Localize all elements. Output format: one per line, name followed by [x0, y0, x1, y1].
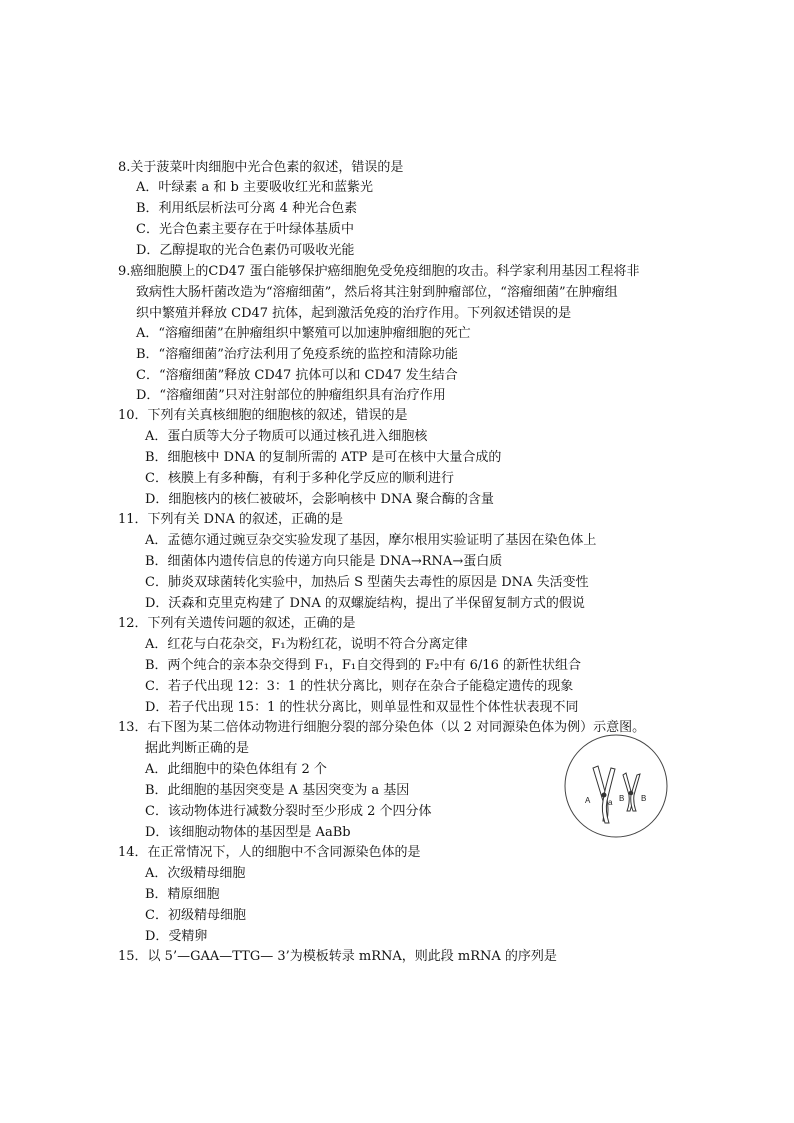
question-10-option-d: D．细胞核内的核仁被破坏，会影响核中 DNA 聚合酶的含量 — [145, 492, 494, 507]
question-13-stem-line2: 据此判断正确的是 — [145, 741, 250, 756]
question-9-stem-line3: 织中繁殖并释放 CD47 抗体，起到激活免疫的治疗作用。下列叙述错误的是 — [136, 306, 572, 321]
question-14-option-b: B．精原细胞 — [145, 887, 220, 902]
question-13-option-b: B．此细胞的基因突变是 A 基因突变为 a 基因 — [145, 783, 410, 798]
gene-label-a: a — [608, 798, 613, 807]
question-number: 11． — [118, 512, 148, 527]
question-8-option-c: C．光合色素主要存在于叶绿体基质中 — [136, 222, 354, 237]
question-12-option-c: C．若子代出现 12：3：1 的性状分离比，则存在杂合子能稳定遗传的现象 — [145, 679, 574, 694]
question-13-option-d: D．该细胞动物体的基因型是 AaBb — [145, 825, 351, 840]
question-9-option-b: B．“溶瘤细菌”治疗法利用了免疫系统的监控和清除功能 — [136, 347, 458, 362]
question-9-option-d: D．“溶瘤细菌”只对注射部位的肿瘤组织具有治疗作用 — [136, 388, 446, 403]
question-9-option-a: A．“溶瘤细菌”在肿瘤组织中繁殖可以加速肿瘤细胞的死亡 — [136, 326, 471, 341]
question-number: 15． — [118, 949, 148, 964]
question-13-option-a: A．此细胞中的染色体组有 2 个 — [145, 762, 327, 777]
gene-label-B-left: B — [619, 794, 625, 803]
question-14-option-d: D．受精卵 — [145, 929, 208, 944]
question-11-option-a: A．孟德尔通过豌豆杂交实验发现了基因，摩尔根用实验证明了基因在染色体上 — [145, 533, 597, 548]
chromosome-diagram — [563, 733, 669, 839]
question-13-option-c: C．该动物体进行减数分裂时至少形成 2 个四分体 — [145, 804, 432, 819]
gene-label-A: A — [585, 796, 591, 805]
chromosome-pair-small — [623, 773, 640, 811]
question-10-stem: 10．下列有关真核细胞的细胞核的叙述，错误的是 — [118, 408, 408, 423]
question-number: 8. — [118, 160, 131, 175]
question-11-option-b: B．细菌体内遗传信息的传递方向只能是 DNA→RNA→蛋白质 — [145, 554, 503, 569]
question-9-stem-line2: 致病性大肠杆菌改造为“溶瘤细菌”，然后将其注射到肿瘤部位，“溶瘤细菌”在肿瘤组 — [136, 285, 618, 300]
question-9-stem-line1: 9.癌细胞膜上的CD47 蛋白能够保护癌细胞免受免疫细胞的攻击。科学家利用基因工程将非 — [118, 264, 640, 279]
question-11-option-c: C．肺炎双球菌转化实验中，加热后 S 型菌失去毒性的原因是 DNA 失活变性 — [145, 575, 589, 590]
question-12-stem: 12．下列有关遗传问题的叙述，正确的是 — [118, 616, 356, 631]
question-9-option-c: C．“溶瘤细菌”释放 CD47 抗体可以和 CD47 发生结合 — [136, 368, 458, 383]
question-8-stem: 8.关于菠菜叶肉细胞中光合色素的叙述，错误的是 — [118, 160, 404, 175]
cell-outline — [565, 735, 667, 837]
question-11-stem: 11．下列有关 DNA 的叙述，正确的是 — [118, 512, 343, 527]
question-number: 9. — [118, 264, 131, 279]
question-8-option-b: B．利用纸层析法可分离 4 种光合色素 — [136, 201, 358, 216]
question-10-option-b: B．细胞核中 DNA 的复制所需的 ATP 是可在核中大量合成的 — [145, 450, 502, 465]
question-14-stem: 14．在正常情况下，人的细胞中不含同源染色体的是 — [118, 845, 421, 860]
question-11-option-d: D．沃森和克里克构建了 DNA 的双螺旋结构，提出了半保留复制方式的假说 — [145, 596, 585, 611]
gene-label-B-right: B — [641, 794, 647, 803]
question-12-option-d: D．若子代出现 15：1 的性状分离比，则单显性和双显性个体性状表现不同 — [145, 700, 579, 715]
chromosome-pair-large — [593, 766, 615, 823]
question-number: 13． — [118, 720, 148, 735]
question-15-stem: 15．以 5’—GAA—TTG— 3’为模板转录 mRNA，则此段 mRNA 的序列是 — [118, 949, 557, 964]
question-8-option-d: D．乙醇提取的光合色素仍可吸收光能 — [136, 243, 355, 258]
question-10-option-a: A．蛋白质等大分子物质可以通过核孔进入细胞核 — [145, 429, 428, 444]
question-13-stem-line1: 13．右下图为某二倍体动物进行细胞分裂的部分染色体（以 2 对同源染色体为例）示意图。 — [118, 720, 646, 735]
question-number: 10． — [118, 408, 148, 423]
question-14-option-a: A．次级精母细胞 — [145, 866, 246, 881]
question-number: 12． — [118, 616, 148, 631]
question-10-option-c: C．核膜上有多种酶，有利于多种化学反应的顺利进行 — [145, 471, 454, 486]
question-8-option-a: A．叶绿素 a 和 b 主要吸收红光和蓝紫光 — [136, 180, 373, 195]
question-number: 14． — [118, 845, 148, 860]
question-14-option-c: C．初级精母细胞 — [145, 908, 246, 923]
question-12-option-b: B．两个纯合的亲本杂交得到 F₁，F₁自交得到的 F₂中有 6/16 的新性状组合 — [145, 658, 581, 673]
question-12-option-a: A．红花与白花杂交，F₁为粉红花，说明不符合分离定律 — [145, 637, 468, 652]
